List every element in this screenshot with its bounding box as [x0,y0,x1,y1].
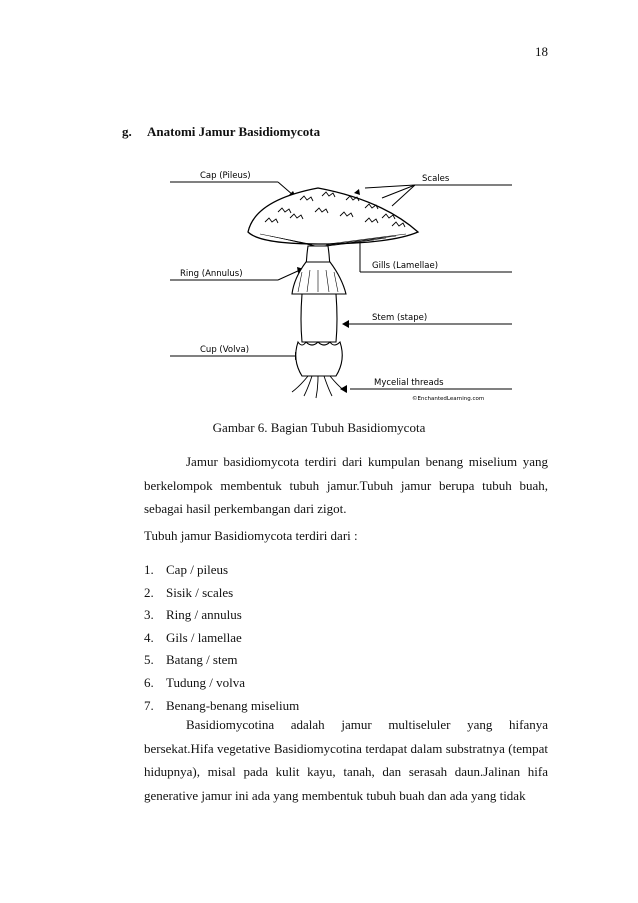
volva-shape [296,342,343,376]
label-stem: Stem (stape) [372,313,428,323]
mushroom-anatomy-figure [160,160,520,405]
label-ring: Ring (Annulus) [180,269,243,279]
paragraph-1-text: Jamur basidiomycota terdiri dari kumpulan benang miselium yang berkelompok membentuk tubuh jamur.Tubuh jamur berupa tubuh buah, sebagai hasil perkembangan dari zigot. [144,454,548,516]
list-item: 1. Cap / pileus [144,562,229,577]
mycelial-threads [292,376,346,398]
label-gills: Gills (Lamellae) [372,261,439,271]
list-item: 3. Ring / annulus [144,607,242,623]
ring-shape [292,262,346,294]
label-cup: Cup (Volva) [200,345,250,355]
label-mycelial: Mycelial threads [374,378,444,388]
list-item: 7. Benang-benang miselium [144,697,300,713]
section-heading [122,124,320,140]
parts-list [144,559,299,717]
figure-caption: Gambar 6. Bagian Tubuh Basidiomycota [212,420,426,435]
paragraph-2-text: Basidiomycotina adalah jamur multiseluler yang hifanya bersekat.Hifa vegetative Basidiomycotina terdapat dalam substratnya (tempat hidupnya), misal pada kulit kayu, tanah, dan serasah daun.Jalinan hifa generative jamur ini ada yang membentuk tubuh buah dan ada yang tidak [144,717,548,803]
list-intro: Tubuh jamur Basidiomycota terdiri dari : [144,528,358,543]
list-item: 4. Gils / lamellae [144,629,242,645]
list-item: 5. Batang / stem [144,652,238,668]
list-item: 6. Tudung / volva [144,674,245,690]
page-number: 18 [535,44,548,59]
section-marker: g. [122,124,132,139]
mushroom-diagram [160,160,520,405]
cap-arrow-line [278,182,293,195]
list-item: 2. Sisik / scales [144,584,234,600]
paragraph-1 [144,450,548,521]
paragraph-2 [144,713,548,807]
section-title: Anatomi Jamur Basidiomycota [147,124,321,139]
label-scales: Scales [422,174,450,184]
label-cap: Cap (Pileus) [200,171,251,181]
figure-credit: ©EnchantedLearning.com [412,396,485,402]
lower-stem-shape [301,294,337,342]
